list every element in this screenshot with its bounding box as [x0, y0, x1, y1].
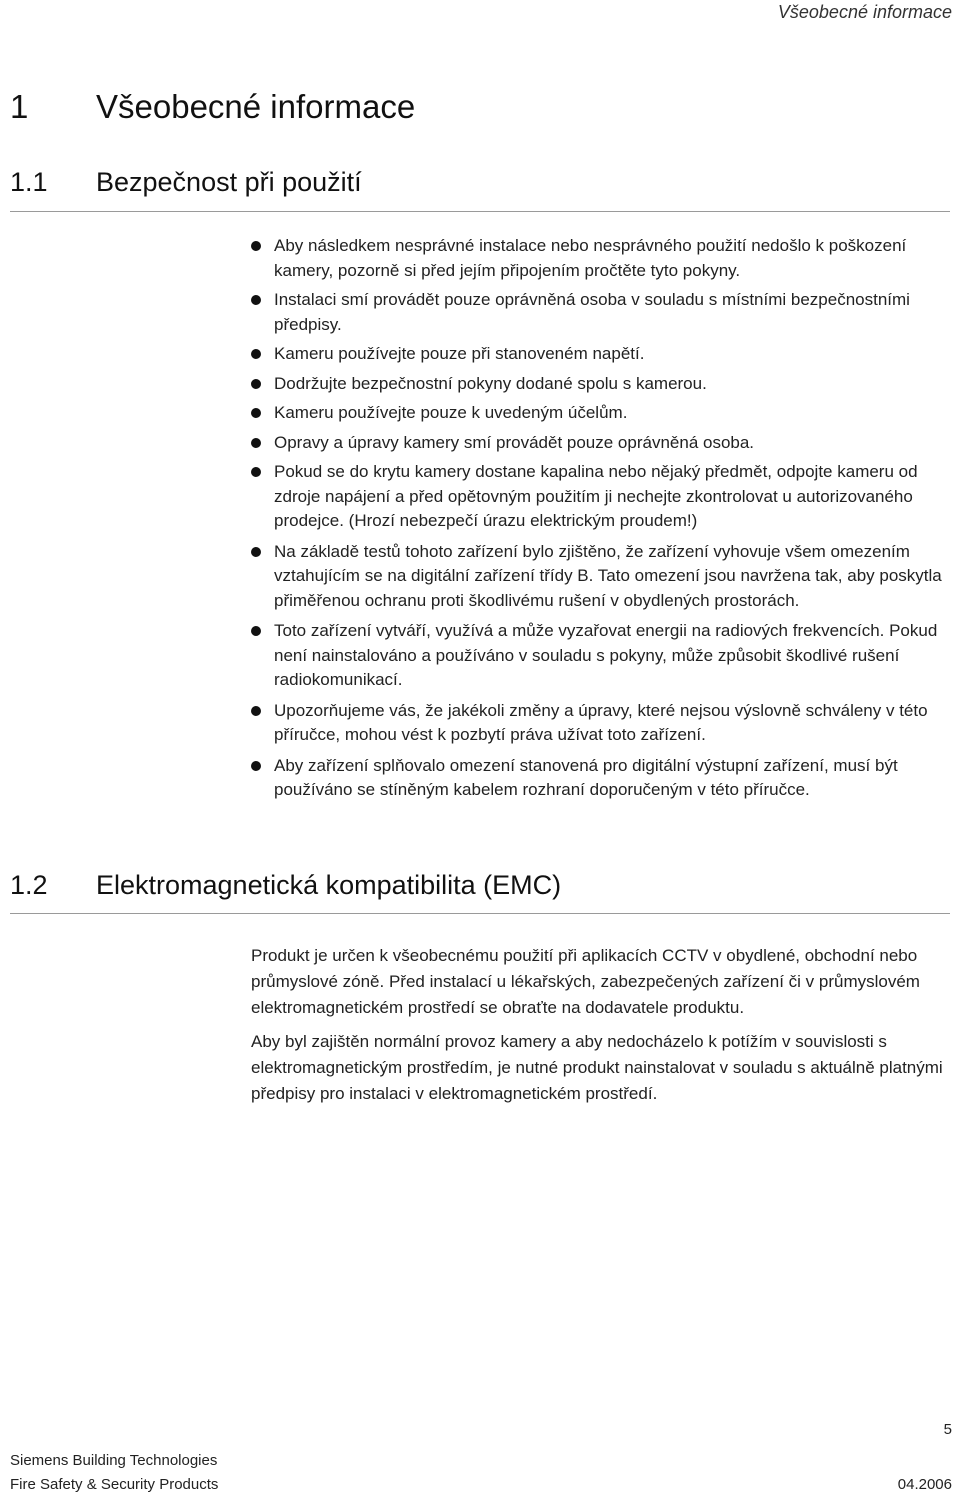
section-number: 1.1: [10, 167, 48, 197]
section-number: 1.2: [10, 870, 48, 900]
list-item: [251, 401, 951, 426]
list-item: [251, 288, 951, 337]
list-item: [251, 540, 951, 614]
list-item: [251, 619, 951, 693]
list-item-text: Pokud se do krytu kamery dostane kapalina nebo nějaký předmět, odpojte kameru od zdroje napájení a před opětovným použitím ji nechejte zkontrolovat u autorizovaného prodejce. (Hrozí nebezpečí úrazu elektrickým proudem!): [274, 462, 918, 530]
list-item-text: Dodržujte bezpečnostní pokyny dodané spolu s kamerou.: [274, 373, 707, 393]
bullet-icon: [251, 241, 261, 251]
list-item-text: Upozorňujeme vás, že jakékoli změny a úpravy, které nejsou výslovně schváleny v této příručce, mohou vést k pozbytí práva užívat toto zařízení.: [274, 700, 928, 744]
list-item: [251, 234, 951, 283]
section-title: Elektromagnetická kompatibilita (EMC): [96, 870, 562, 900]
list-item-text: Aby následkem nesprávné instalace nebo nesprávného použití nedošlo k poškození kamery, pozorně si před jejím připojením pročtěte tyto pokyny.: [274, 236, 907, 280]
page-number: 5: [943, 1421, 952, 1438]
list-item: [251, 699, 951, 748]
chapter-number: 1: [10, 88, 29, 125]
section-heading-emc: [10, 870, 561, 901]
bullet-icon: [251, 761, 261, 771]
bullet-icon: [251, 706, 261, 716]
running-header: Všeobecné informace: [777, 2, 952, 22]
chapter-heading: [10, 88, 415, 126]
list-item: [251, 372, 951, 397]
section-title: Bezpečnost při použití: [96, 167, 362, 197]
bullet-icon: [251, 349, 261, 359]
section-divider: [10, 913, 950, 914]
bullet-icon: [251, 408, 261, 418]
list-item-text: Kameru používejte pouze k uvedeným účelům.: [274, 403, 628, 422]
list-item: [251, 754, 951, 803]
bullet-icon: [251, 438, 261, 448]
list-item-text: Instalaci smí provádět pouze oprávněná osoba v souladu s místními bezpečnostními předpisy.: [274, 290, 910, 334]
list-item-text: Na základě testů tohoto zařízení bylo zjištěno, že zařízení vyhovuje všem omezením vztahujícím se na digitální zařízení třídy B. Tato omezení jsou navržena tak, aby poskytla přiměřenou ochranu proti škodlivému rušení v obydlených prostorách.: [274, 541, 942, 610]
section-divider: [10, 211, 950, 212]
emc-paragraph: Produkt je určen k všeobecnému použití při aplikacích CCTV v obydlené, obchodní nebo průmyslové zóně. Před instalací u lékařských, zabezpečených zařízení či v průmyslovém elektromagnetickém prostředí se obraťte na dodavatele produktu.: [251, 946, 920, 1017]
list-item: [251, 431, 951, 456]
list-item: [251, 342, 951, 367]
bullet-icon: [251, 379, 261, 389]
emc-paragraph: Aby byl zajištěn normální provoz kamery a aby nedocházelo k potížím v souvislosti s elektromagnetickým prostředím, je nutné produkt nainstalovat v souladu s aktuálně platnými předpisy pro instalaci v elektromagnetickém prostředí.: [251, 1032, 943, 1103]
bullet-icon: [251, 626, 261, 636]
list-item-text: Toto zařízení vytváří, využívá a může vyzařovat energii na radiových frekvencích. Pokud není nainstalováno a používáno v souladu s pokyny, může způsobit škodlivé rušení radiokomunikací.: [274, 621, 938, 689]
section-heading-safety: [10, 167, 362, 198]
footer-date: 04.2006: [897, 1476, 952, 1493]
list-item-text: Kameru používejte pouze při stanoveném napětí.: [274, 344, 645, 363]
footer-division: Fire Safety & Security Products: [10, 1476, 219, 1493]
bullet-icon: [251, 295, 261, 305]
chapter-title: Všeobecné informace: [96, 88, 416, 125]
list-item-text: Aby zařízení splňovalo omezení stanovená pro digitální výstupní zařízení, musí být používáno se stíněným kabelem rozhraní doporučeným v této příručce.: [274, 755, 898, 799]
footer-company: Siemens Building Technologies: [10, 1452, 218, 1469]
bullet-icon: [251, 547, 261, 557]
list-item-text: Opravy a úpravy kamery smí provádět pouze oprávněná osoba.: [274, 432, 755, 452]
bullet-icon: [251, 467, 261, 477]
list-item: [251, 460, 951, 534]
safety-bullet-list: [251, 234, 951, 803]
